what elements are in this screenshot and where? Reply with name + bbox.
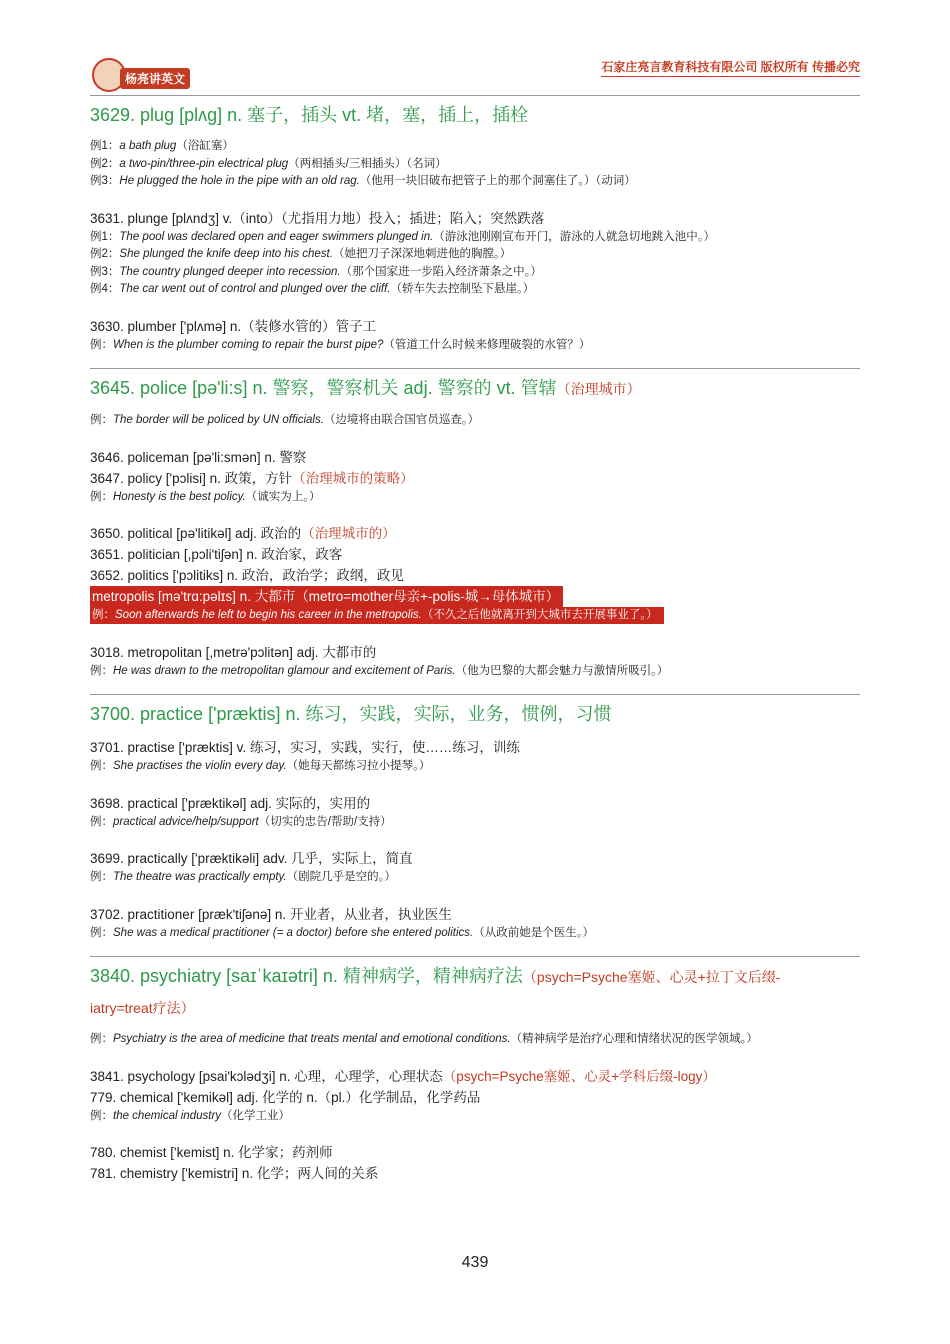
example-highlighted: 例：Soon afterwards he left to begin his career in the metropolis.（不久之后他就离开到大城市去开展事业了。） [90, 607, 860, 625]
entry-practically: 3699. practically ['præktikəli] adv. 几乎，实际上，简直 [90, 851, 413, 866]
company-copyright: 石家庄亮言教育科技有限公司 版权所有 传播必究 [601, 58, 860, 77]
entry-practise: 3701. practise ['præktis] v. 练习，实习，实践，实行，使……练习，训练 [90, 740, 520, 755]
entry-policeman: 3646. policeman [pə'li:smən] n. 警察 [90, 449, 307, 465]
entry-political: 3650. political [pə'litikəl] adj. 政治的（治理城市的） [90, 526, 396, 541]
entry-heading: 3645. police [pə'li:s] n. 警察，警察机关 adj. 警察的 vt. 管辖（治理城市） [90, 378, 641, 398]
example: 例：She was a medical practitioner (= a doctor) before she entered politics.（从政前她是个医生。） [90, 926, 594, 939]
example: 例：the chemical industry（化学工业） [90, 1109, 291, 1122]
section-police [90, 369, 860, 695]
entry-plumber: 3630. plumber ['plʌmə] n.（装修水管的）管子工 [90, 318, 377, 334]
entry-metropolitan: 3018. metropolitan [,metrə'pɔlitən] adj. 大都市的 [90, 644, 377, 660]
section-practice [90, 695, 860, 957]
example: 例1：a bath plug（浴缸塞） [90, 140, 234, 152]
entry-heading: 3629. plug [plʌg] n. 塞子，插头 vt. 堵，塞，插上，插栓 [90, 105, 529, 125]
logo [90, 58, 200, 94]
example: 例：She practises the violin every day.（她每天都练习拉小提琴。） [90, 760, 431, 772]
example: 例：practical advice/help/support（切实的忠告/帮助/支持） [90, 815, 392, 828]
entry-politician: 3651. politician [,pɔli'tiʃən] n. 政治家，政客 [90, 547, 343, 562]
entry-chemistry: 781. chemistry ['kemistri] n. 化学；两人间的关系 [90, 1166, 379, 1181]
section-plug [90, 100, 860, 369]
example: 例3：He plugged the hole in the pipe with an old rag.（他用一块旧破布把管子上的那个洞塞住了。）（动词） [90, 175, 636, 187]
example: 例：The border will be policed by UN officials.（边境将由联合国官员巡查。） [90, 414, 480, 426]
entry-practitioner: 3702. practitioner [præk'tiʃənə] n. 开业者，从业者，执业医生 [90, 906, 452, 922]
example: 例：Psychiatry is the area of medicine that treats mental and emotional conditions.（精神病学是治疗心理和情绪状况的医学领域。） [90, 1033, 758, 1045]
example: 例2：She plunged the knife deep into his chest.（她把刀子深深地刺进他的胸膛。） [90, 248, 512, 260]
entry-practical: 3698. practical ['præktikəl] adj. 实际的，实用的 [90, 795, 371, 811]
entry-politics: 3652. politics ['pɔlitiks] n. 政治，政治学；政纲，政见 [90, 568, 404, 583]
entry-policy: 3647. policy ['pɔlisi] n. 政策，方针（治理城市的策略） [90, 470, 414, 486]
example: 例4：The car went out of control and plunged over the cliff.（轿车失去控制坠下悬崖。） [90, 283, 535, 295]
logo-text: 杨亮讲英文 [120, 68, 190, 89]
example: 例1：The pool was declared open and eager swimmers plunged in.（游泳池刚刚宣布开门，游泳的人就急切地跳入池中。） [90, 230, 716, 243]
entry-plunge: 3631. plunge [plʌndʒ] v.（into）（尤指用力地）投入；插进；陷入；突然跌落 [90, 210, 545, 226]
page-header [90, 50, 860, 96]
example: 例：The theatre was practically empty.（剧院几乎是空的。） [90, 871, 396, 883]
entry-heading: 3840. psychiatry [saɪˈkaɪətri] n. 精神病学，精神病疗法（psych=Psyche塞姬、心灵+拉丁文后缀- iatry=treat疗法） [90, 966, 781, 1016]
entry-metropolis: metropolis [mə'trɑ:pəlɪs] n. 大都市（metro=mother母亲+-polis-城→母体城市） [90, 586, 860, 607]
entry-chemical: 779. chemical ['kemikəl] adj. 化学的 n.（pl.）化学制品，化学药品 [90, 1089, 481, 1105]
example: 例：Honesty is the best policy.（诚实为上。） [90, 490, 321, 503]
page-number: 439 [461, 1254, 489, 1271]
entry-heading: 3700. practice ['præktis] n. 练习，实践，实际，业务，惯例，习惯 [90, 704, 612, 724]
example: 例3：The country plunged deeper into recession.（那个国家进一步陷入经济萧条之中。） [90, 265, 542, 278]
section-psychiatry [90, 957, 860, 1190]
page-content [90, 100, 860, 1190]
example: 例：He was drawn to the metropolitan glamour and excitement of Paris.（他为巴黎的大都会魅力与激情所吸引。） [90, 664, 669, 677]
example: 例：When is the plumber coming to repair the burst pipe?（管道工什么时候来修理破裂的水管？） [90, 338, 591, 351]
example: 例2：a two-pin/three-pin electrical plug（两相插头/三相插头）（名词） [90, 157, 447, 170]
entry-psychology: 3841. psychology [psai'kɔlədʒi] n. 心理，心理学，心理状态（psych=Psyche塞姬、心灵+学科后缀-logy） [90, 1068, 716, 1084]
entry-chemist: 780. chemist ['kemist] n. 化学家；药剂师 [90, 1145, 333, 1160]
